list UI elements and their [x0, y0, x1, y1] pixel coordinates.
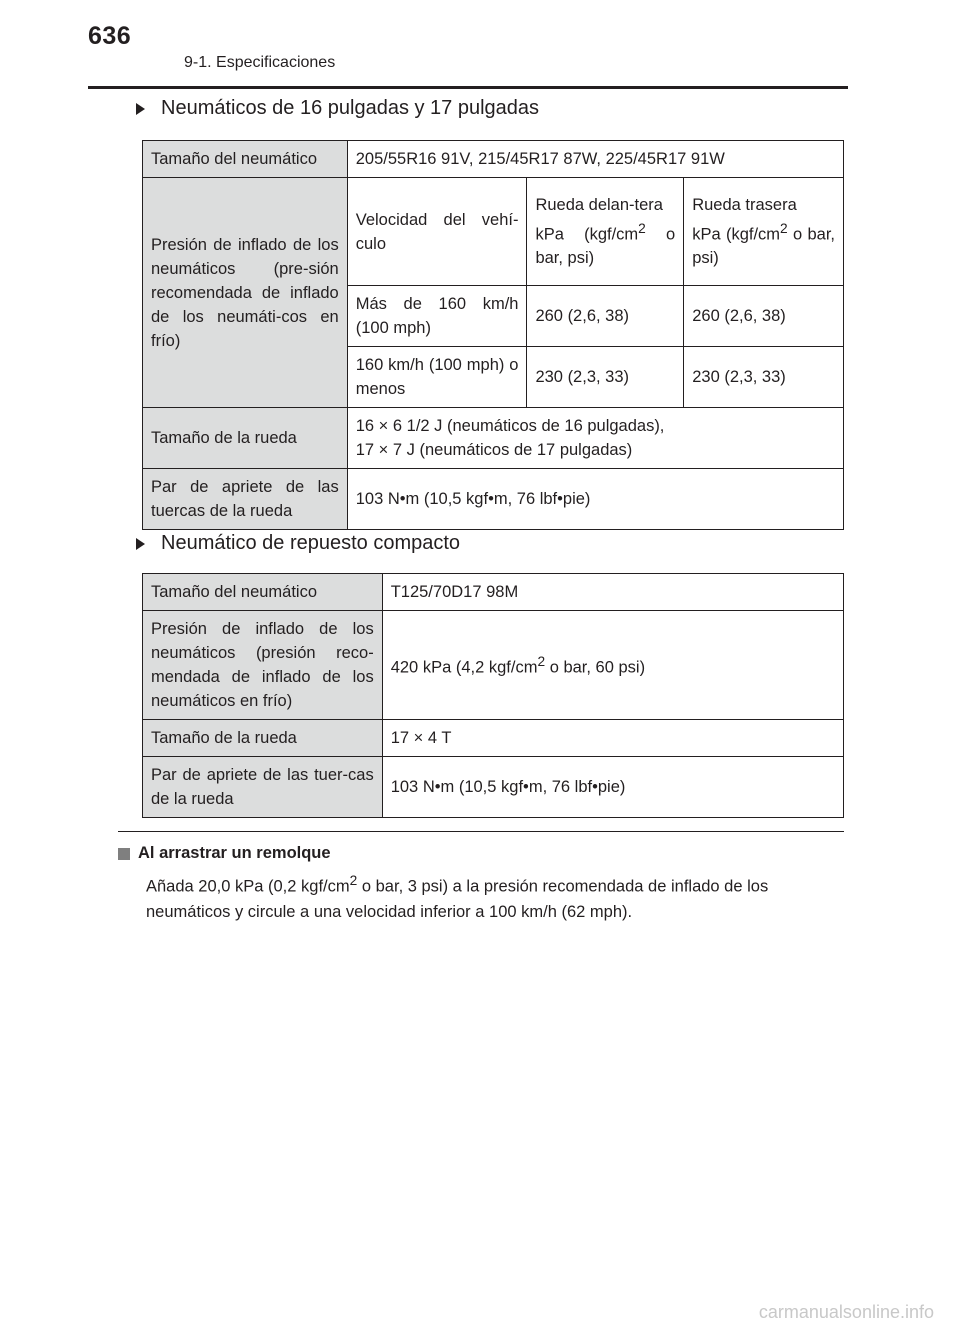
tire-size-label: Tamaño del neumático: [143, 141, 348, 178]
row2-rear: 230 (2,3, 33): [684, 347, 844, 408]
header-rule: [88, 86, 848, 89]
wheel-size-value: 16 × 6 1/2 J (neumáticos de 16 pulgadas), 17 × 7 J (neumáticos de 17 pulgadas): [347, 408, 843, 469]
row2-speed: 160 km/h (100 mph) o menos: [347, 347, 527, 408]
speed-header: Velocidad del vehí-culo: [347, 178, 527, 286]
spare-tire-size-value: T125/70D17 98M: [382, 574, 843, 611]
wheel-size-label: Tamaño de la rueda: [143, 408, 348, 469]
subheading-spare: [136, 532, 460, 555]
square-bullet-icon: [118, 848, 130, 860]
torque-value: 103 N•m (10,5 kgf•m, 76 lbf•pie): [347, 469, 843, 530]
page-number: 636: [88, 22, 132, 50]
triangle-bullet-icon: [136, 103, 145, 115]
spare-tire-table: [142, 573, 844, 818]
front-wheel-header: Rueda delan-tera kPa ($kgf/cm^2$ o bar, psi): [527, 178, 684, 286]
subheading-16-17: [136, 97, 539, 120]
section-divider: [118, 831, 844, 832]
spare-torque-value: 103 N•m (10,5 kgf•m, 76 lbf•pie): [382, 757, 843, 818]
spare-tire-size-label: Tamaño del neumático: [143, 574, 383, 611]
tire-size-value: 205/55R16 91V, 215/45R17 87W, 225/45R17 91W: [347, 141, 843, 178]
rear-wheel-header: Rueda trasera kPa ($kgf/cm^2$ o bar, psi): [684, 178, 844, 286]
watermark: carmanualsonline.info: [758, 1302, 934, 1322]
subheading-text: Neumático de repuesto compacto: [161, 532, 461, 554]
spare-wheel-size-value: 17 × 4 T: [382, 720, 843, 757]
note-title: Al arrastrar un remolque: [118, 844, 331, 863]
row1-front: 260 (2,6, 38): [527, 286, 684, 347]
row1-rear: 260 (2,6, 38): [684, 286, 844, 347]
section-title: 9-1. Especificaciones: [184, 54, 336, 71]
pressure-label: Presión de inflado de los neumáticos (pre-sión recomendada de inflado de los neumáti-cos en frío): [143, 178, 348, 408]
spare-torque-label: Par de apriete de las tuer-cas de la rueda: [143, 757, 383, 818]
subheading-text: Neumáticos de 16 pulgadas y 17 pulgadas: [161, 97, 540, 119]
spare-wheel-size-label: Tamaño de la rueda: [143, 720, 383, 757]
note-body: Añada 20,0 kPa (0,2 kgf/$cm^2$ o bar, 3 psi) a la presión recomendada de inflado de los neumáticos y circule a una velocidad inferior a 100 km/h (62 mph).: [146, 873, 769, 921]
row1-speed: Más de 160 km/h (100 mph): [347, 286, 527, 347]
spare-pressure-label: Presión de inflado de los neumáticos (presión reco-mendada de inflado de los neumáticos en frío): [143, 611, 383, 720]
torque-label: Par de apriete de las tuercas de la rueda: [143, 469, 348, 530]
triangle-bullet-icon: [136, 538, 145, 550]
spare-pressure-value: 420 kPa (4,2 kgf/$cm^2$ o bar, 60 psi): [382, 611, 843, 720]
page-header: [88, 22, 848, 82]
tire-spec-table: [142, 140, 844, 530]
row2-front: 230 (2,3, 33): [527, 347, 684, 408]
